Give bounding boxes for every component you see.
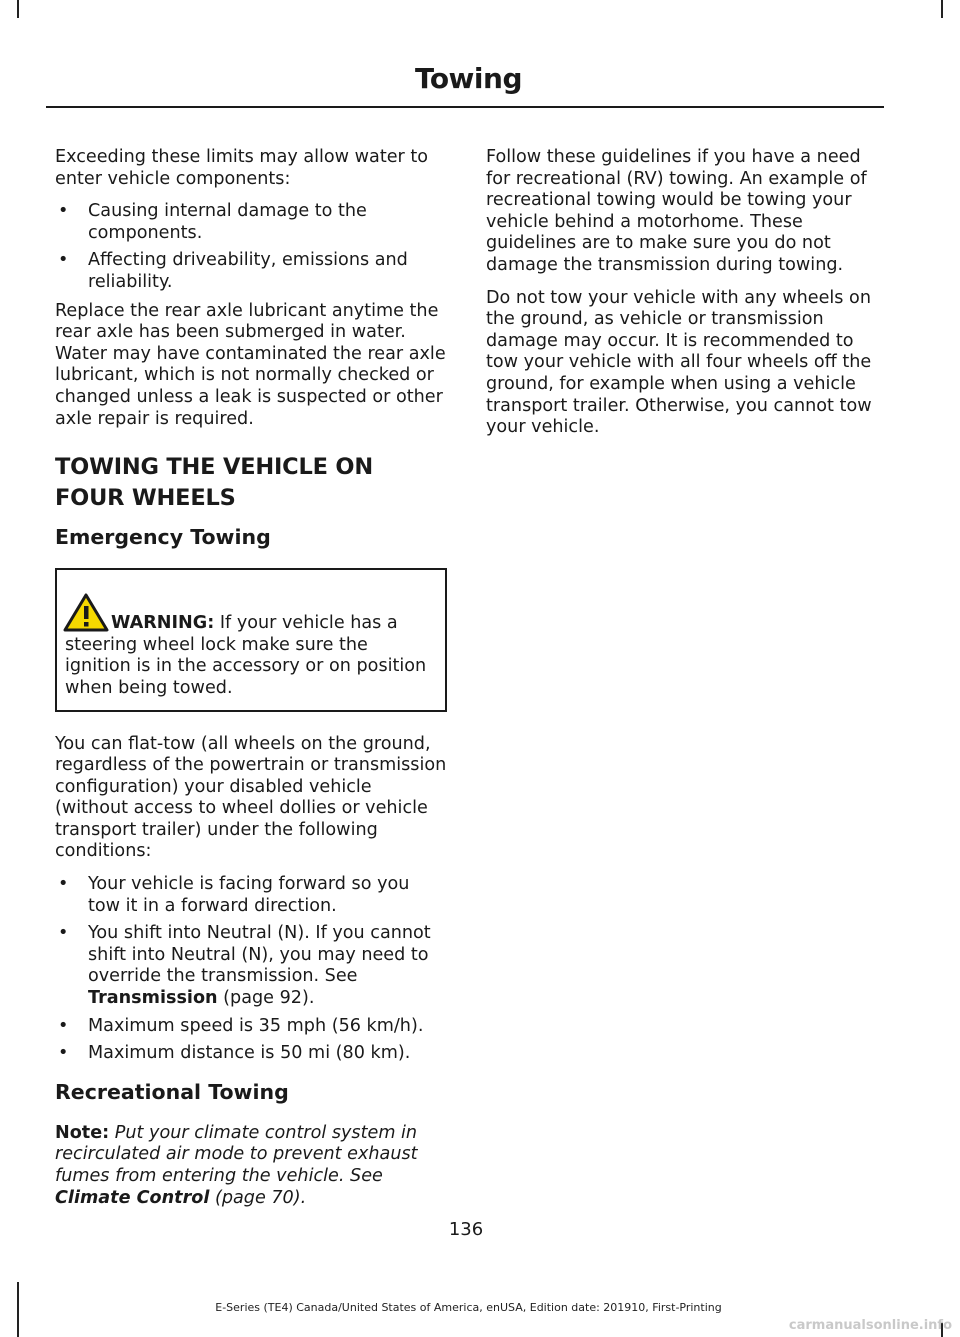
list-item: • Maximum distance is 50 mi (80 km).	[55, 1043, 447, 1065]
warning-box	[55, 568, 447, 711]
replace-lubricant-paragraph: Replace the rear axle lubricant anytime the rear axle has been submerged in water. Water may have contaminated the rear axle lubricant, which is not normally checked or changed unless a leak is suspected or other axle repair is required.	[55, 300, 446, 429]
warning-triangle-icon	[63, 592, 109, 632]
transmission-link[interactable]: Transmission	[88, 988, 218, 1009]
climate-control-link[interactable]: Climate Control	[55, 1187, 210, 1208]
footer-edition-text: E-Series (TE4) Canada/United States of America, enUSA, Edition date: 201910, First-Printing	[215, 1301, 722, 1314]
header-divider	[46, 106, 884, 108]
condition-text: You shift into Neutral (N). If you cannot shift into Neutral (N), you may need to override the transmission. See	[88, 923, 431, 987]
warning-label: WARNING:	[111, 613, 215, 634]
page-reference: (page 92).	[217, 988, 315, 1009]
subheading-recreational-towing: Recreational Towing	[55, 1079, 289, 1104]
subheading-emergency-towing: Emergency Towing	[55, 525, 271, 550]
page-number: 136	[448, 1219, 484, 1240]
effects-list	[55, 201, 447, 293]
crop-mark-top-left	[17, 0, 19, 18]
do-not-tow-paragraph: Do not tow your vehicle with any wheels on the ground, as vehicle or transmission damage may occur. It is recommended to tow your vehicle with all four wheels off the ground, for example when using a vehicle transport trailer. Otherwise, you cannot tow your vehicle.	[486, 287, 872, 438]
note-label: Note:	[55, 1122, 110, 1143]
intro-paragraph: Exceeding these limits may allow water to enter vehicle components:	[55, 147, 429, 189]
note-paragraph	[55, 1123, 447, 1209]
note-text: Put your climate control system in recirculated air mode to prevent exhaust fumes from entering the vehicle. See	[55, 1122, 418, 1186]
section-heading: TOWING THE VEHICLE ON FOUR WHEELS	[55, 454, 373, 512]
list-item: • Causing internal damage to the components.	[55, 201, 447, 244]
right-column	[486, 147, 878, 450]
list-item	[55, 923, 447, 1009]
warning-text: If your vehicle has a steering wheel lock make sure the ignition is in the accessory or on position when being towed.	[65, 613, 427, 698]
watermark: carmanualsonline.info	[788, 1318, 952, 1333]
flat-tow-paragraph: You can flat-tow (all wheels on the ground, regardless of the powertrain or transmission configuration) your disabled vehicle (without access to wheel dollies or vehicle transport trailer) under the following conditions:	[55, 733, 447, 862]
left-column	[55, 147, 447, 1220]
crop-mark-top-right	[941, 0, 943, 18]
rv-guidelines-paragraph: Follow these guidelines if you have a need for recreational (RV) towing. An example of recreational towing would be towing your vehicle behind a motorhome. These guidelines are to make sure you do not damage the transmission during towing.	[486, 147, 867, 275]
list-item: • Affecting driveability, emissions and reliability.	[55, 250, 447, 293]
list-item: • Maximum speed is 35 mph (56 km/h).	[55, 1016, 447, 1038]
page-header-title: Towing	[414, 62, 522, 95]
list-item: • Your vehicle is facing forward so you tow it in a forward direction.	[55, 874, 447, 917]
conditions-list	[55, 874, 447, 1065]
page-reference: (page 70).	[209, 1187, 307, 1208]
